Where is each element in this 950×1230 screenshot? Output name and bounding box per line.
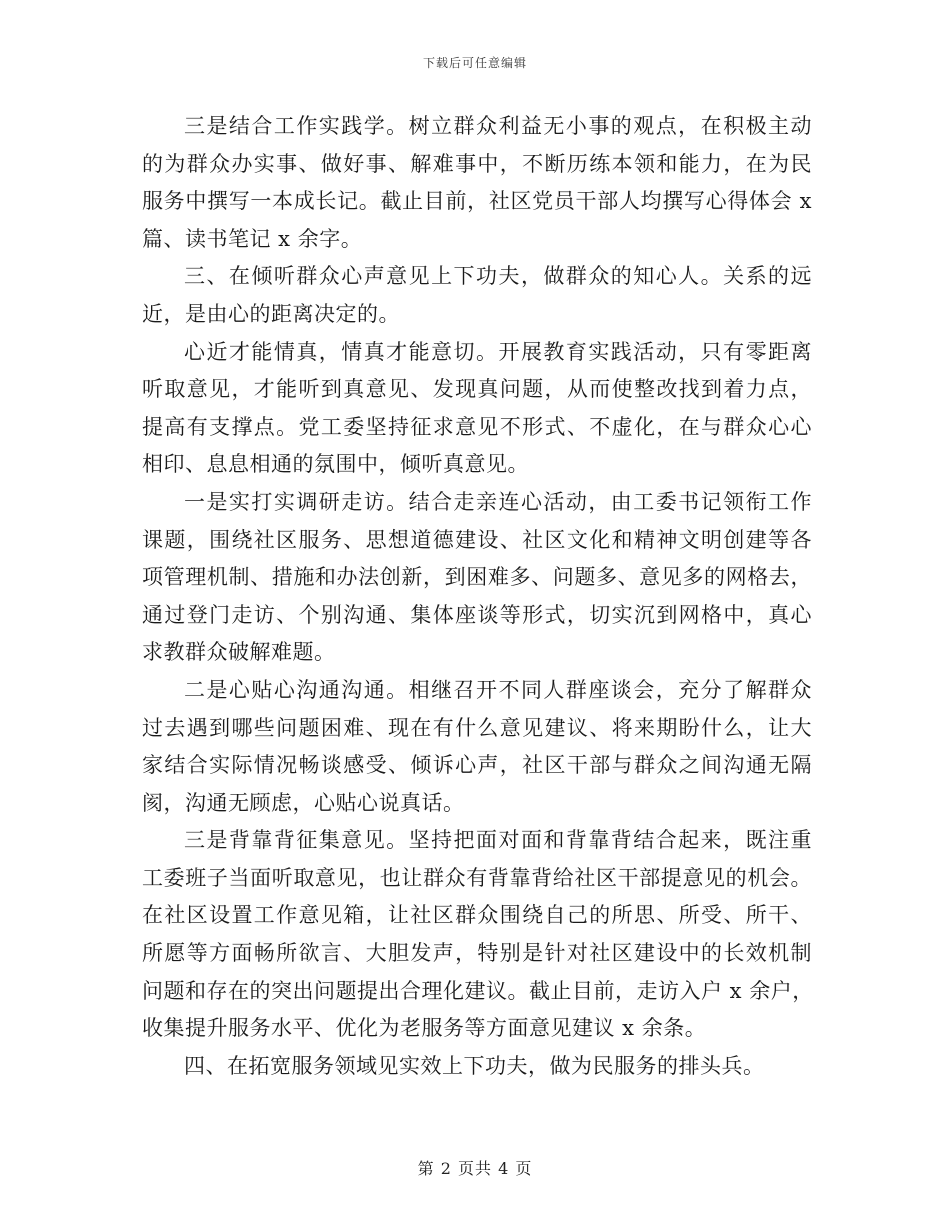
section-heading-line: 三、在倾听群众心声意见上下功夫，做群众的知心人。关系的远 xyxy=(184,264,812,289)
text-line: 所愿等方面畅所欲言、大胆发声，特别是针对社区建设中的长效机制 xyxy=(142,941,812,966)
text-line: 二是心贴心沟通沟通。相继召开不同人群座谈会，充分了解群众 xyxy=(184,677,812,702)
text-line: 在社区设置工作意见箱，让社区群众围绕自己的所思、所受、所干、 xyxy=(142,903,812,928)
text-line: 三是背靠背征集意见。坚持把面对面和背靠背结合起来，既注重 xyxy=(184,828,812,853)
text-line: 通过登门走访、个别沟通、集体座谈等形式，切实沉到网格中，真心 xyxy=(142,602,812,627)
text-line: 三是结合工作实践学。树立群众利益无小事的观点，在积极主动 xyxy=(184,114,812,138)
page-number: 第 2 页共 4 页 xyxy=(417,1159,533,1178)
text-line: 听取意见，才能听到真意见、发现真问题，从而使整改找到着力点， xyxy=(142,377,812,402)
paragraph-4 xyxy=(142,484,812,672)
paragraph-1 xyxy=(142,108,812,258)
text-line: 一是实打实调研走访。结合走亲连心活动，由工委书记领衔工作 xyxy=(184,489,812,514)
text-line: 心近才能情真，情真才能意切。开展教育实践活动，只有零距离 xyxy=(184,339,812,364)
text-line: 过去遇到哪些问题困难、现在有什么意见建议、将来期盼什么，让大 xyxy=(142,715,812,740)
paragraph-5 xyxy=(142,672,812,822)
page-header: 下载后可任意编辑 xyxy=(422,56,527,70)
text-line: 课题，围绕社区服务、思想道德建设、社区文化和精神文明创建等各 xyxy=(142,527,812,552)
text-line: 阂，沟通无顾虑，心贴心说真话。 xyxy=(142,790,465,815)
text-line: 工委班子当面听取意见，也让群众有背靠背给社区干部提意见的机会。 xyxy=(142,865,812,890)
paragraph-2 xyxy=(142,258,812,333)
text-line: 问题和存在的突出问题提出合理化建议。截止目前，走访入户 x 余户， xyxy=(142,978,814,1003)
text-line: 的为群众办实事、做好事、解难事中，不断历练本领和能力，在为民 xyxy=(142,151,812,176)
text-line: 近，是由心的距离决定的。 xyxy=(142,301,400,326)
text-line: 服务中撰写一本成长记。截止目前，社区党员干部人均撰写心得体会 x xyxy=(142,189,812,214)
text-line: 项管理机制、措施和办法创新，到困难多、问题多、意见多的网格去， xyxy=(142,565,812,590)
section-heading-line: 四、在拓宽服务领域见实效上下功夫，做为民服务的排头兵。 xyxy=(184,1053,765,1078)
paragraph-6 xyxy=(142,822,812,1048)
text-line: 收集提升服务水平、优化为老服务等方面意见建议 x 余条。 xyxy=(142,1016,707,1041)
text-line: 求教群众破解难题。 xyxy=(142,640,336,665)
text-line: 提高有支撑点。党工委坚持征求意见不形式、不虚化，在与群众心心 xyxy=(142,414,812,439)
text-line: 篇、读书笔记 x 余字。 xyxy=(142,226,363,251)
paragraph-7 xyxy=(142,1048,812,1086)
paragraph-3 xyxy=(142,334,812,484)
document-body xyxy=(142,108,812,1085)
text-line: 相印、息息相通的氛围中，倾听真意见。 xyxy=(142,452,529,477)
text-line: 家结合实际情况畅谈感受、倾诉心声，社区干部与群众之间沟通无隔 xyxy=(142,753,812,778)
